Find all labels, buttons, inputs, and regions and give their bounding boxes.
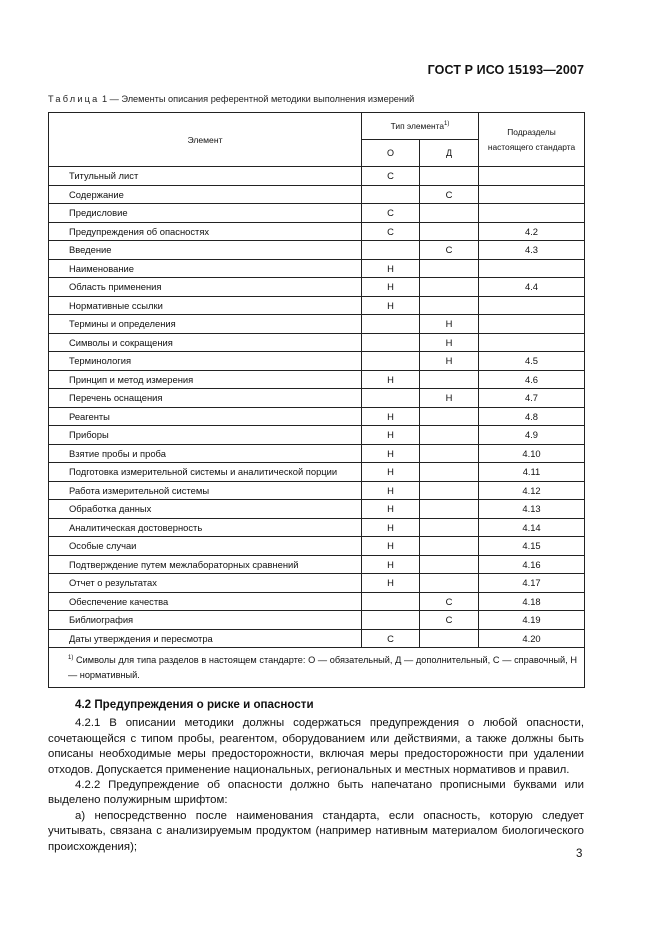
row-subsection: [479, 167, 585, 186]
elements-table: [48, 112, 585, 688]
col-header-subsections-line2: настоящего стандарта: [487, 141, 576, 152]
row-element-name: Перечень оснащения: [49, 389, 362, 408]
footnote-text: Символы для типа разделов в настоящем стандарте: О — обязательный, Д — дополнительный, С — справочный, Н — нормативный.: [68, 655, 577, 681]
row-type-o: [362, 389, 420, 408]
table-row: [49, 241, 585, 260]
col-header-o: О: [362, 140, 420, 167]
col-header-d: Д: [420, 140, 479, 167]
col-header-element: Элемент: [49, 113, 362, 167]
row-subsection: 4.4: [479, 278, 585, 297]
row-type-o: Н: [362, 407, 420, 426]
row-type-o: [362, 352, 420, 371]
row-element-name: Библиография: [49, 611, 362, 630]
row-element-name: Принцип и метод измерения: [49, 370, 362, 389]
row-type-o: [362, 241, 420, 260]
row-type-d: [420, 629, 479, 648]
table-row: [49, 296, 585, 315]
row-type-o: Н: [362, 444, 420, 463]
row-type-d: [420, 463, 479, 482]
row-subsection: 4.19: [479, 611, 585, 630]
row-type-d: [420, 518, 479, 537]
row-subsection: 4.6: [479, 370, 585, 389]
row-element-name: Титульный лист: [49, 167, 362, 186]
row-subsection: 4.13: [479, 500, 585, 519]
paragraph-4-2-1: 4.2.1 В описании методики должны содержаться предупреждения о любой опасности, сочетающейся с типом пробы, реагентом, оборудованием или действиями, а также должны быть описаны необходимые меры предосторожности, включая меры предосторожности при удалении отходов. Допускается применение национальных, региональных и местных нормативов и правил.: [48, 717, 584, 776]
table-row: [49, 278, 585, 297]
table-row: [49, 222, 585, 241]
row-type-o: С: [362, 167, 420, 186]
row-type-d: [420, 407, 479, 426]
row-type-d: [420, 259, 479, 278]
table-row: [49, 204, 585, 223]
row-subsection: 4.18: [479, 592, 585, 611]
row-type-o: С: [362, 629, 420, 648]
row-type-o: Н: [362, 500, 420, 519]
section-heading: 4.2 Предупреждения о риске и опасности: [75, 698, 314, 711]
row-type-d: [420, 167, 479, 186]
row-element-name: Обеспечение качества: [49, 592, 362, 611]
row-subsection: [479, 315, 585, 334]
row-subsection: 4.15: [479, 537, 585, 556]
table-row: [49, 185, 585, 204]
footnote-mark: 1): [68, 655, 74, 661]
row-element-name: Взятие пробы и проба: [49, 444, 362, 463]
table-row: [49, 555, 585, 574]
row-subsection: 4.17: [479, 574, 585, 593]
row-subsection: 4.5: [479, 352, 585, 371]
row-subsection: 4.20: [479, 629, 585, 648]
row-element-name: Реагенты: [49, 407, 362, 426]
row-type-d: [420, 278, 479, 297]
table-row: [49, 518, 585, 537]
table-row: [49, 389, 585, 408]
row-type-d: Н: [420, 389, 479, 408]
row-type-d: [420, 481, 479, 500]
row-type-o: Н: [362, 370, 420, 389]
row-type-o: [362, 315, 420, 334]
row-subsection: [479, 296, 585, 315]
row-element-name: Аналитическая достоверность: [49, 518, 362, 537]
row-type-d: С: [420, 592, 479, 611]
row-type-o: [362, 611, 420, 630]
row-element-name: Содержание: [49, 185, 362, 204]
row-type-d: С: [420, 185, 479, 204]
table-row: [49, 500, 585, 519]
table-row: [49, 315, 585, 334]
row-type-d: [420, 444, 479, 463]
table-row: [49, 407, 585, 426]
row-element-name: Особые случаи: [49, 537, 362, 556]
table-row: [49, 426, 585, 445]
col-header-type-label: Тип элемента: [390, 121, 445, 131]
table-row: [49, 370, 585, 389]
table-row: [49, 481, 585, 500]
page-number: 3: [576, 848, 583, 860]
col-header-subsections: [479, 113, 585, 167]
row-type-d: [420, 500, 479, 519]
row-type-o: С: [362, 222, 420, 241]
row-type-d: [420, 296, 479, 315]
table-caption: [48, 94, 414, 104]
section-4-2: [48, 697, 584, 855]
row-element-name: Подготовка измерительной системы и аналитической порции: [49, 463, 362, 482]
row-type-o: Н: [362, 518, 420, 537]
row-subsection: 4.7: [479, 389, 585, 408]
row-element-name: Предупреждения об опасностях: [49, 222, 362, 241]
row-type-d: [420, 555, 479, 574]
row-type-d: [420, 426, 479, 445]
row-type-o: Н: [362, 259, 420, 278]
table-caption-text: 1 — Элементы описания референтной методики выполнения измерений: [102, 94, 415, 104]
table-row: [49, 167, 585, 186]
row-subsection: 4.8: [479, 407, 585, 426]
row-subsection: [479, 185, 585, 204]
row-type-o: [362, 185, 420, 204]
row-element-name: Термины и определения: [49, 315, 362, 334]
paragraph-a: а) непосредственно после наименования стандарта, если опасность, которую следует учитывать, связана с анализируемым продуктом (например нативным материалом биологического происхождения);: [48, 809, 584, 853]
row-type-d: Н: [420, 352, 479, 371]
row-type-o: Н: [362, 296, 420, 315]
row-type-o: Н: [362, 278, 420, 297]
row-type-o: Н: [362, 537, 420, 556]
row-type-o: Н: [362, 426, 420, 445]
col-header-type: [362, 113, 479, 140]
document-header: ГОСТ Р ИСО 15193—2007: [427, 63, 584, 77]
row-subsection: 4.9: [479, 426, 585, 445]
col-header-type-footnote-mark: 1): [444, 121, 450, 128]
row-subsection: [479, 333, 585, 352]
row-element-name: Область применения: [49, 278, 362, 297]
table-row: [49, 259, 585, 278]
row-type-d: [420, 204, 479, 223]
table-row: [49, 629, 585, 648]
row-type-o: С: [362, 204, 420, 223]
row-element-name: Символы и сокращения: [49, 333, 362, 352]
row-type-d: [420, 370, 479, 389]
row-type-d: Н: [420, 333, 479, 352]
row-subsection: 4.2: [479, 222, 585, 241]
row-element-name: Терминология: [49, 352, 362, 371]
row-type-d: [420, 222, 479, 241]
row-type-d: [420, 574, 479, 593]
row-type-o: Н: [362, 463, 420, 482]
row-element-name: Работа измерительной системы: [49, 481, 362, 500]
row-element-name: Введение: [49, 241, 362, 260]
row-type-o: Н: [362, 574, 420, 593]
table-row: [49, 444, 585, 463]
row-element-name: Нормативные ссылки: [49, 296, 362, 315]
row-element-name: Предисловие: [49, 204, 362, 223]
col-header-subsections-line1: Подразделы: [507, 126, 556, 137]
row-element-name: Даты утверждения и пересмотра: [49, 629, 362, 648]
row-type-o: Н: [362, 481, 420, 500]
row-subsection: 4.11: [479, 463, 585, 482]
table-row: [49, 333, 585, 352]
row-subsection: [479, 204, 585, 223]
row-type-d: С: [420, 241, 479, 260]
table-row: [49, 352, 585, 371]
table-row: [49, 611, 585, 630]
table-row: [49, 537, 585, 556]
row-element-name: Подтверждение путем межлабораторных сравнений: [49, 555, 362, 574]
row-type-d: Н: [420, 315, 479, 334]
row-type-d: С: [420, 611, 479, 630]
row-subsection: 4.14: [479, 518, 585, 537]
row-type-o: [362, 592, 420, 611]
row-subsection: 4.16: [479, 555, 585, 574]
row-type-d: [420, 537, 479, 556]
row-subsection: 4.12: [479, 481, 585, 500]
row-type-o: Н: [362, 555, 420, 574]
row-element-name: Наименование: [49, 259, 362, 278]
row-element-name: Отчет о результатах: [49, 574, 362, 593]
row-element-name: Обработка данных: [49, 500, 362, 519]
row-subsection: 4.3: [479, 241, 585, 260]
row-subsection: [479, 259, 585, 278]
table-row: [49, 574, 585, 593]
row-subsection: 4.10: [479, 444, 585, 463]
table-footnote: [49, 648, 585, 688]
row-element-name: Приборы: [49, 426, 362, 445]
table-row: [49, 463, 585, 482]
table-caption-word: Таблица: [48, 94, 100, 104]
table-row: [49, 592, 585, 611]
paragraph-4-2-2: 4.2.2 Предупреждение об опасности должно быть напечатано прописными буквами или выделено полужирным шрифтом:: [48, 779, 584, 807]
row-type-o: [362, 333, 420, 352]
